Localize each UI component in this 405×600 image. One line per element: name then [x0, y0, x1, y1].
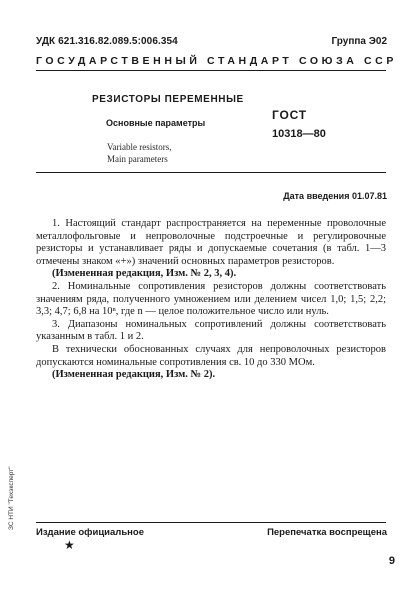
english-title — [107, 141, 171, 165]
state-standard-heading: ГОСУДАРСТВЕННЫЙ СТАНДАРТ СОЮЗА ССР — [36, 55, 397, 67]
official-edition: Издание официальное — [36, 527, 144, 538]
reprint-prohibited: Перепечатка воспрещена — [267, 527, 387, 538]
paragraph-3: 3. Диапазоны номинальных сопротивлений должны соответствовать указанным в табл. 1 и 2. — [36, 318, 386, 343]
udk-code: УДК 621.316.82.089.5:006.354 — [36, 36, 178, 47]
revision-note-1: (Измененная редакция, Изм. № 2, 3, 4). — [52, 268, 237, 280]
title-divider — [36, 172, 386, 173]
paragraph-2: 2. Номинальные сопротивления резисторов должны соответствовать значениям ряда, полученного умножением или делением чисел 1,0; 1,5; 2,2; 3,3; 4,7; 6,8 на 10ⁿ, где n — целое положительное число или нуль. — [36, 280, 386, 318]
effective-date: Дата введения 01.07.81 — [283, 191, 387, 201]
revision-note-2: (Измененная редакция, Изм. № 2). — [52, 369, 216, 381]
footer-divider — [36, 522, 386, 523]
side-note — [0, 450, 16, 540]
paragraph-1: 1. Настоящий стандарт распространяется на переменные проволочные металлофольговые и непроволочные подстроечные и регулировочные резисторы и устанавливает ряды и допускаемые сочетания (в табл. 1—3 отмечены знаком «+») значений основных параметров резисторов. — [36, 218, 386, 267]
top-divider — [36, 70, 386, 71]
gost-number: 10318—80 — [272, 128, 326, 140]
group-code: Группа Э02 — [331, 36, 387, 47]
gost-label: ГОСТ — [272, 108, 307, 122]
page-number: 9 — [388, 555, 395, 567]
side-note-text: ЗС НТИ "Техэксперт" — [8, 466, 15, 530]
english-title-line-1: Variable resistors, — [107, 142, 172, 152]
document-body — [36, 218, 386, 382]
english-title-line-2: Main parameters — [107, 154, 168, 164]
star-icon: ★ — [64, 538, 75, 552]
document-subtitle: Основные параметры — [106, 118, 206, 128]
paragraph-4: В технически обоснованных случаях для непроволочных резисторов допускаются номинальные сопротивления св. 10 до 330 МОм. — [36, 343, 386, 368]
document-title: РЕЗИСТОРЫ ПЕРЕМЕННЫЕ — [92, 94, 244, 105]
